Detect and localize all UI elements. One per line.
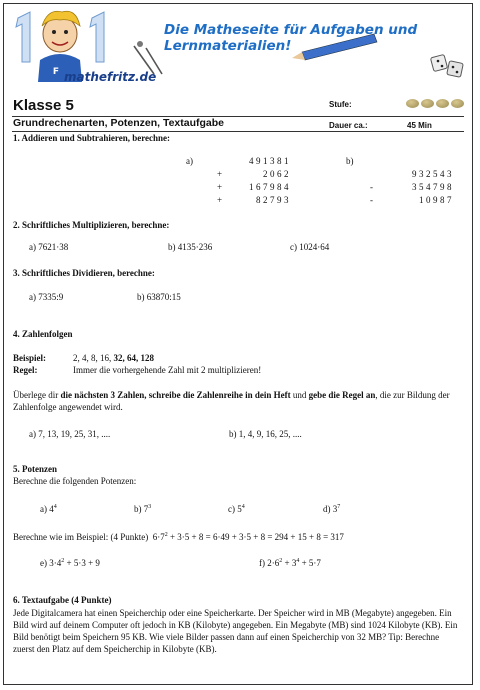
minus-sign: - <box>370 182 373 192</box>
stufe-label: Stufe: <box>329 100 352 109</box>
section-4-title: 4. Zahlenfolgen <box>13 329 73 339</box>
minus-sign: - <box>370 195 373 205</box>
plus-sign: + <box>217 182 223 192</box>
task-2c: c) 1024·64 <box>290 242 330 252</box>
section-3-title: 3. Schriftliches Dividieren, berechne: <box>13 268 155 278</box>
section-5-intro: Berechne die folgenden Potenzen: <box>13 476 137 486</box>
section-6-title: 6. Textaufgabe (4 Punkte) <box>13 595 112 605</box>
addend: 167984 <box>249 182 291 192</box>
addend: 82793 <box>256 195 291 205</box>
section-6-text: Jede Digitalcamera hat einen Speicherchip oder eine Speicherkarte. Der Speicher wird in MB (Megabyte) angegeben. Ein Bild wird auf deinem Computer oft jedoch in KB (Kilobyte) angegeben. Ein Megabyte (MB) sind 1024 Kilobyte (KB). Ein Bild benötigt beim Speichern 95 KB. Wie viele Bilder passen dann auf einen Speicherchip von 32 MB? Tip: Berechne zuerst den Platz auf dem Speicherchip in Kilobyte (KB). <box>13 608 458 654</box>
subtrahend: 354798 <box>412 182 454 192</box>
header-divider <box>12 131 464 132</box>
minuend: 932543 <box>412 169 454 179</box>
section-1-title: 1. Addieren und Subtrahieren, berechne: <box>13 133 171 143</box>
subtrahend: 10987 <box>419 195 454 205</box>
task-5e: e) $3\cdot 4^2 + 5\cdot 3 + 9$ <box>40 558 100 568</box>
page-title: Klasse 5 <box>13 97 74 114</box>
task-5a: a) $4^4$ <box>40 504 57 514</box>
section-4-instruction: Überlege dir die nächsten 3 Zahlen, schreibe die Zahlenreihe in dein Heft und gebe die Regel an, die zur Bildung der Zahlenfolge angewendet wird. <box>13 390 450 412</box>
task-3b: b) 63870:15 <box>137 292 181 302</box>
level-coin-icon <box>436 99 449 108</box>
regel-text: Immer die vorhergehende Zahl mit 2 multiplizieren! <box>73 365 262 375</box>
task-5c: c) $5^4$ <box>228 504 245 514</box>
dauer-value: 45 Min <box>407 121 432 130</box>
task-4b: b) 1, 4, 9, 16, 25, .... <box>229 429 302 439</box>
level-coin-icon <box>421 99 434 108</box>
dauer-label: Dauer ca.: <box>329 121 368 130</box>
plus-sign: + <box>217 195 223 205</box>
addend: 2062 <box>263 169 291 179</box>
logo-letter: F <box>52 67 60 77</box>
beispiel-instruction: Berechne wie im Beispiel: (4 Punkte) $6\cdot 7^2 + 3\cdot 5 + 8 = 6\cdot 49 + 3\cdot 5 + 8 = 294 + 15 + 8 = 317$ <box>13 532 344 542</box>
level-coin-icon <box>406 99 419 108</box>
header-banner <box>4 4 471 96</box>
worksheet-page <box>3 3 473 685</box>
beispiel-label: Beispiel: <box>13 353 46 363</box>
task-5d: d) $3^7$ <box>323 504 341 514</box>
task-1a-column <box>209 156 291 208</box>
addend: 491381 <box>249 156 291 166</box>
task-4a: a) 7, 13, 19, 25, 31, .... <box>29 429 111 439</box>
level-coin-icon <box>451 99 464 108</box>
task-3a: a) 7335:9 <box>29 292 64 302</box>
brand-name: mathefritz.de <box>64 70 157 84</box>
task-2a: a) 7621·38 <box>29 242 69 252</box>
page-subtitle: Grundrechenarten, Potenzen, Textaufgabe <box>13 117 225 129</box>
beispiel-sequence: 2, 4, 8, 16, 32, 64, 128 <box>73 353 154 363</box>
task-2b: b) 4135·236 <box>168 242 213 252</box>
section-5-title: 5. Potenzen <box>13 464 57 474</box>
task-5b: b) $7^3$ <box>134 504 152 514</box>
task-5f: f) $2\cdot 6^2 + 3^4 + 5\cdot 7$ <box>259 558 321 568</box>
stufe-level-indicator <box>406 99 466 110</box>
task-1b-label: b) <box>346 156 354 166</box>
plus-sign: + <box>217 169 223 179</box>
regel-label: Regel: <box>13 365 38 375</box>
task-1a-label: a) <box>186 156 193 166</box>
tagline: Die Matheseite für Aufgaben und Lernmaterialien! <box>164 22 418 54</box>
worked-example: $6\cdot 7^2 + 3\cdot 5 + 8 = 6\cdot 49 + 3\cdot 5 + 8 = 294 + 15 + 8 = 317$ <box>152 532 344 542</box>
section-2-title: 2. Schriftliches Multiplizieren, berechne: <box>13 220 170 230</box>
task-1b-column <box>364 169 454 208</box>
